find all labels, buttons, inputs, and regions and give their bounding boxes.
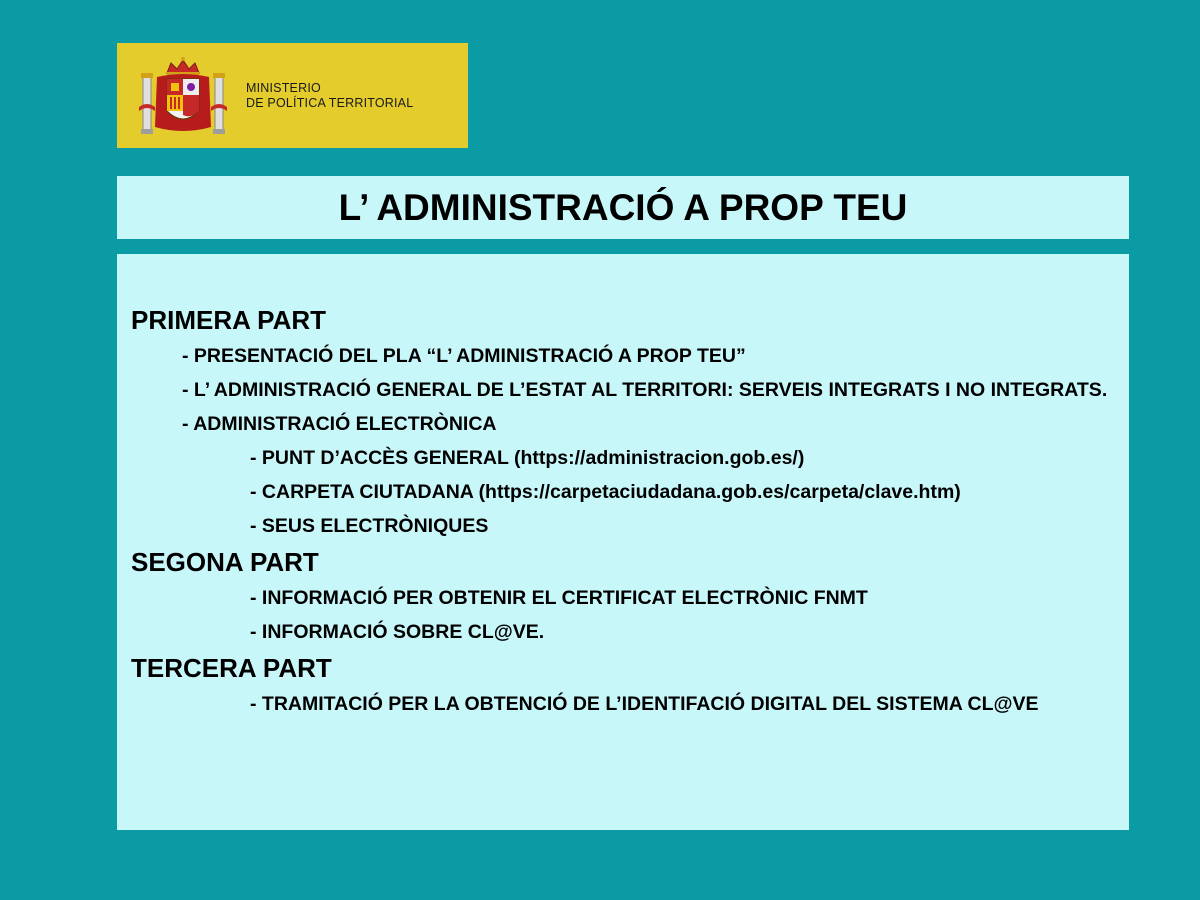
list-item: - L’ ADMINISTRACIÓ GENERAL DE L’ESTAT AL TERRITORI: SERVEIS INTEGRATS I NO INTEGRATS. bbox=[182, 379, 1108, 401]
sub-list-item: - INFORMACIÓ PER OBTENIR EL CERTIFICAT ELECTRÒNIC FNMT bbox=[250, 587, 868, 609]
content-panel bbox=[117, 254, 1129, 830]
agenda bbox=[131, 306, 1117, 726]
ministry-name-line1: MINISTERIO bbox=[246, 81, 321, 95]
sub-list-item: - TRAMITACIÓ PER LA OBTENCIÓ DE L’IDENTIFACIÓ DIGITAL DEL SISTEMA CL@VE bbox=[250, 693, 1039, 715]
list-item: - ADMINISTRACIÓ ELECTRÒNICA bbox=[182, 413, 497, 435]
page-title: L’ ADMINISTRACIÓ A PROP TEU bbox=[338, 186, 908, 228]
ministry-name bbox=[246, 81, 413, 111]
coat-of-arms-icon bbox=[137, 55, 229, 139]
section-heading-primera: PRIMERA PART bbox=[131, 305, 326, 335]
sub-list-item: - CARPETA CIUTADANA (https://carpetaciudadana.gob.es/carpeta/clave.htm) bbox=[250, 481, 961, 503]
section-heading-tercera: TERCERA PART bbox=[131, 653, 332, 683]
ministry-name-line2: DE POLÍTICA TERRITORIAL bbox=[246, 96, 414, 110]
title-panel bbox=[117, 176, 1129, 239]
sub-list-item: - INFORMACIÓ SOBRE CL@VE. bbox=[250, 621, 545, 643]
section-heading-segona: SEGONA PART bbox=[131, 547, 319, 577]
sub-list-item: - PUNT D’ACCÈS GENERAL (https://administracion.gob.es/) bbox=[250, 447, 805, 469]
list-item: - PRESENTACIÓ DEL PLA “L’ ADMINISTRACIÓ A PROP TEU” bbox=[182, 345, 746, 367]
sub-list-item: - SEUS ELECTRÒNIQUES bbox=[250, 515, 489, 537]
ministry-logo bbox=[117, 43, 468, 148]
